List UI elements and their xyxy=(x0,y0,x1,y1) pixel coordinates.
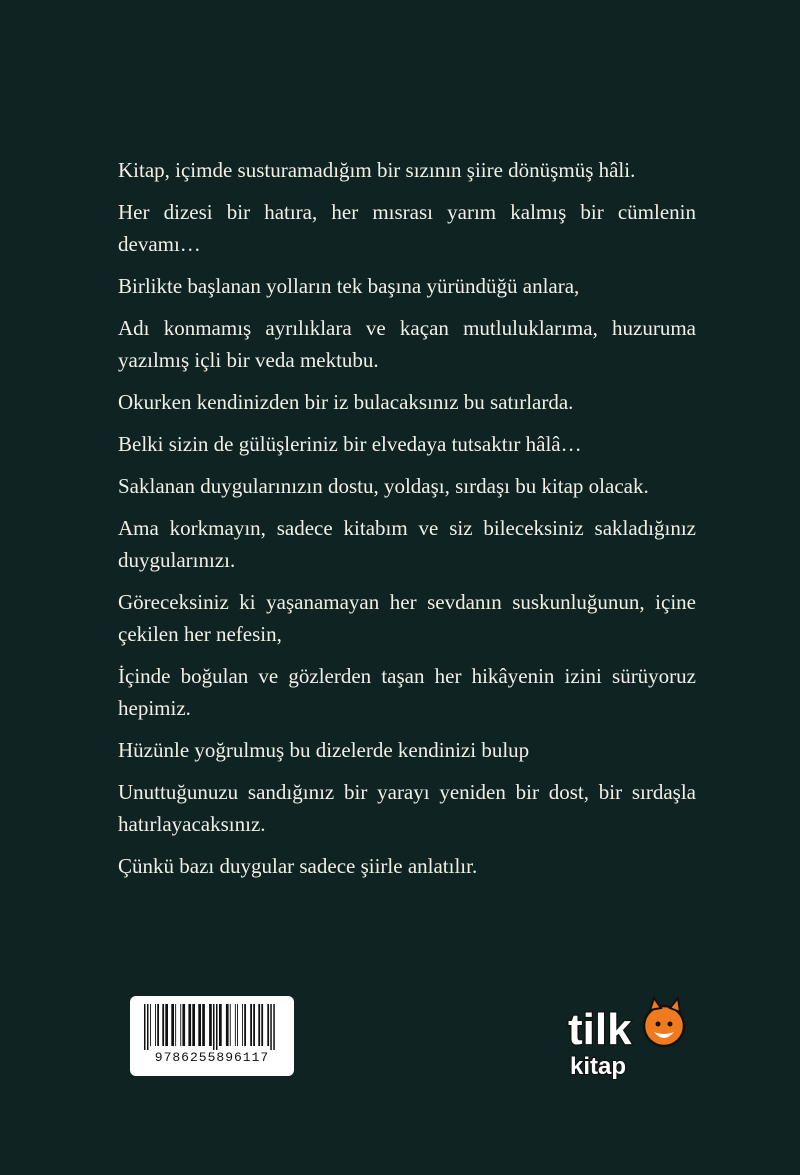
barcode-bar xyxy=(209,1004,212,1046)
paragraph: Adı konmamış ayrılıklara ve kaçan mutluluklarıma, huzuruma yazılmış içli bir veda mektubu. xyxy=(118,316,696,372)
barcode-bar xyxy=(157,1004,159,1046)
barcode-bar xyxy=(155,1004,156,1046)
barcode-bar xyxy=(162,1004,164,1046)
barcode-bar xyxy=(180,1004,181,1046)
isbn-number: 9786255896117 xyxy=(154,1050,270,1065)
barcode-bar xyxy=(230,1004,231,1046)
fox-icon xyxy=(644,998,684,1046)
barcode-bar xyxy=(175,1004,176,1046)
logo-word-bottom: kitap xyxy=(570,1053,627,1080)
barcode-bar xyxy=(219,1004,222,1046)
paragraph: Ama korkmayın, sadece kitabım ve siz bileceksiniz sakladığınız duygularınızı. xyxy=(118,516,696,572)
barcode-bar xyxy=(235,1004,236,1046)
barcode-bar xyxy=(182,1004,185,1046)
barcode-bar xyxy=(244,1004,246,1046)
barcode-bar xyxy=(226,1004,229,1046)
paragraph: Birlikte başlanan yolların tek başına yüründüğü anlara, xyxy=(118,274,580,298)
barcode-bar xyxy=(250,1004,252,1046)
barcode-bar xyxy=(270,1004,272,1050)
paragraph: Hüzünle yoğrulmuş bu dizelerde kendinizi bulup xyxy=(118,738,530,762)
barcode-bar xyxy=(144,1004,146,1050)
paragraph: Okurken kendinizden bir iz bulacaksınız bu satırlarda. xyxy=(118,390,574,414)
isbn-barcode xyxy=(130,996,294,1076)
barcode-bar xyxy=(165,1004,168,1046)
paragraph: Unuttuğunuzu sandığınız bir yarayı yeniden bir dost, bir sırdaşla hatırlayacaksınız. xyxy=(118,780,696,836)
barcode-bars xyxy=(140,1004,284,1050)
barcode-bar xyxy=(273,1004,275,1050)
barcode-bar xyxy=(192,1004,195,1046)
barcode-bar xyxy=(150,1004,151,1046)
barcode-bar xyxy=(216,1004,218,1050)
barcode-bar xyxy=(258,1004,260,1046)
barcode-bar xyxy=(171,1004,174,1046)
barcode-bar xyxy=(253,1004,255,1046)
barcode-bar xyxy=(237,1004,238,1046)
back-cover-text xyxy=(118,154,696,892)
barcode-bar xyxy=(198,1004,201,1046)
paragraph: Kitap, içimde susturamadığım bir sızının şiire dönüşmüş hâli. xyxy=(118,158,636,182)
paragraph: Saklanan duygularınızın dostu, yoldaşı, sırdaşı bu kitap olacak. xyxy=(118,474,649,498)
publisher-logo xyxy=(566,996,690,1080)
paragraph: Göreceksiniz ki yaşanamayan her sevdanın suskunluğunun, içine çekilen her nefesin, xyxy=(118,590,696,646)
paragraph: Çünkü bazı duygular sadece şiirle anlatılır. xyxy=(118,854,478,878)
barcode-bar xyxy=(261,1004,263,1046)
barcode-bar xyxy=(188,1004,191,1046)
barcode-bar xyxy=(202,1004,205,1046)
paragraph: Belki sizin de gülüşleriniz bir elvedaya tutsaktır hâlâ… xyxy=(118,432,582,456)
barcode-bar xyxy=(267,1004,269,1046)
barcode-bar xyxy=(147,1004,149,1050)
paragraph: İçinde boğulan ve gözlerden taşan her hikâyenin izini sürüyoruz hepimiz. xyxy=(118,664,696,720)
logo-word-top: tilk xyxy=(568,1005,632,1054)
barcode-bar xyxy=(242,1004,243,1046)
paragraph: Her dizesi bir hatıra, her mısrası yarım kalmış bir cümlenin devamı… xyxy=(118,200,696,256)
barcode-bar xyxy=(213,1004,215,1050)
